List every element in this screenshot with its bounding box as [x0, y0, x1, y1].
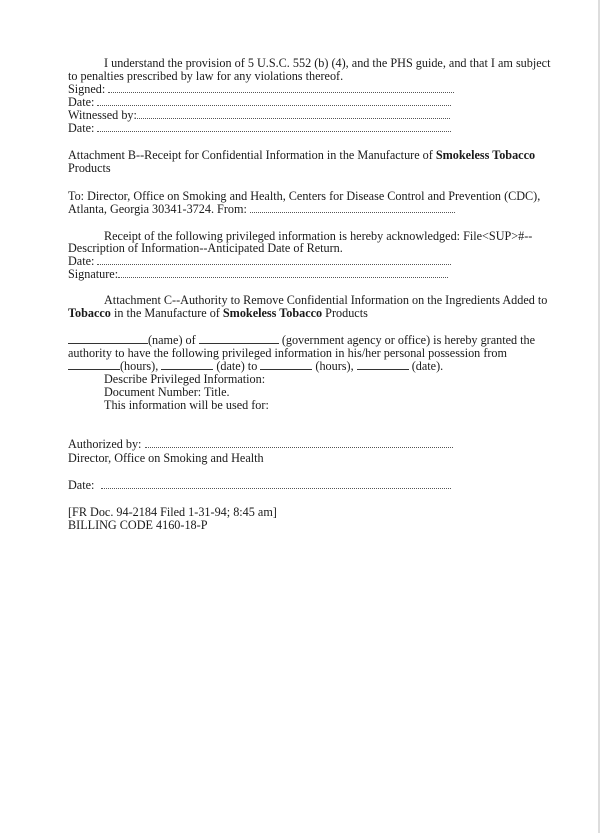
- name-text: (name) of: [148, 333, 196, 347]
- date-line: [97, 255, 451, 265]
- date-label: Date:: [68, 121, 95, 135]
- from-field: [68, 203, 455, 216]
- date-text: (date) to: [216, 359, 258, 373]
- attachment-b-title-cont: Products: [68, 161, 111, 175]
- signed-label: Signed:: [68, 82, 106, 96]
- paragraph-text: I understand the provision of 5 U.S.C. 552 (b) (4), and the PHS guide, and that I am subject: [104, 56, 551, 70]
- authorized-field: [68, 438, 453, 451]
- hours-text: (hours),: [120, 359, 159, 373]
- used-for-text: This information will be used for:: [104, 398, 269, 412]
- receipt-text: Receipt of the following privileged information is hereby acknowledged: File<SUP>#--: [104, 229, 533, 243]
- agency-text: (government agency or office) is hereby granted the: [281, 333, 536, 347]
- date-label: Date:: [68, 95, 95, 109]
- signed-line: [108, 83, 454, 93]
- witnessed-line: [137, 109, 450, 119]
- attachment-c-title: Attachment C--Authority to Remove Confidential Information on the Ingredients Added to: [104, 293, 548, 307]
- to-line: To: Director, Office on Smoking and Health, Centers for Disease Control and Prevention (CDC),: [68, 189, 541, 203]
- date-label: Date:: [68, 254, 95, 268]
- date-field: [68, 479, 451, 492]
- title-text: in the Manufacture of: [110, 306, 223, 320]
- blank: [68, 360, 120, 370]
- signed-field: [68, 83, 454, 96]
- blank: [357, 360, 409, 370]
- attachment-c-title-cont: [68, 307, 368, 320]
- document-number-text: Document Number: Title.: [104, 385, 230, 399]
- authorized-line: [145, 438, 453, 448]
- title-bold: Tobacco: [68, 306, 111, 320]
- witnessed-label: Witnessed by:: [68, 108, 137, 122]
- date-label: Date:: [68, 478, 95, 492]
- title-text: Attachment B--Receipt for Confidential Information in the Manufacture of: [68, 148, 436, 162]
- signature-line: [118, 268, 448, 278]
- blank: [161, 360, 213, 370]
- date-field: [68, 122, 451, 135]
- billing-code-text: BILLING CODE 4160-18-P: [68, 518, 208, 532]
- hours-text: (hours),: [315, 359, 354, 373]
- witnessed-field: [68, 109, 450, 122]
- from-label: Atlanta, Georgia 30341-3724. From:: [68, 202, 247, 216]
- attachment-b-title: [68, 149, 535, 162]
- describe-text: Describe Privileged Information:: [104, 372, 266, 386]
- title-bold: Smokeless Tobacco: [222, 306, 323, 320]
- blank: [260, 360, 312, 370]
- date-field: [68, 255, 451, 268]
- director-text: Director, Office on Smoking and Health: [68, 451, 264, 465]
- signature-field: [68, 268, 448, 281]
- title-text: Products: [322, 306, 368, 320]
- signature-label: Signature:: [68, 267, 119, 281]
- name-blank: [68, 334, 148, 344]
- agency-blank: [199, 334, 279, 344]
- authority-text: authority to have the following privileged information in his/her personal possession from: [68, 346, 508, 360]
- paragraph-text: to penalties prescribed by law for any violations thereof.: [68, 69, 344, 83]
- title-bold: Smokeless Tobacco: [435, 148, 536, 162]
- date-line: [97, 122, 451, 132]
- fr-doc-text: [FR Doc. 94-2184 Filed 1-31-94; 8:45 am]: [68, 505, 277, 519]
- date-line: [101, 479, 451, 489]
- receipt-text: Description of Information--Anticipated Date of Return.: [68, 241, 343, 255]
- from-line: [250, 203, 455, 213]
- date-text: (date).: [411, 359, 444, 373]
- authorized-label: Authorized by:: [68, 437, 142, 451]
- date-line: [97, 96, 451, 106]
